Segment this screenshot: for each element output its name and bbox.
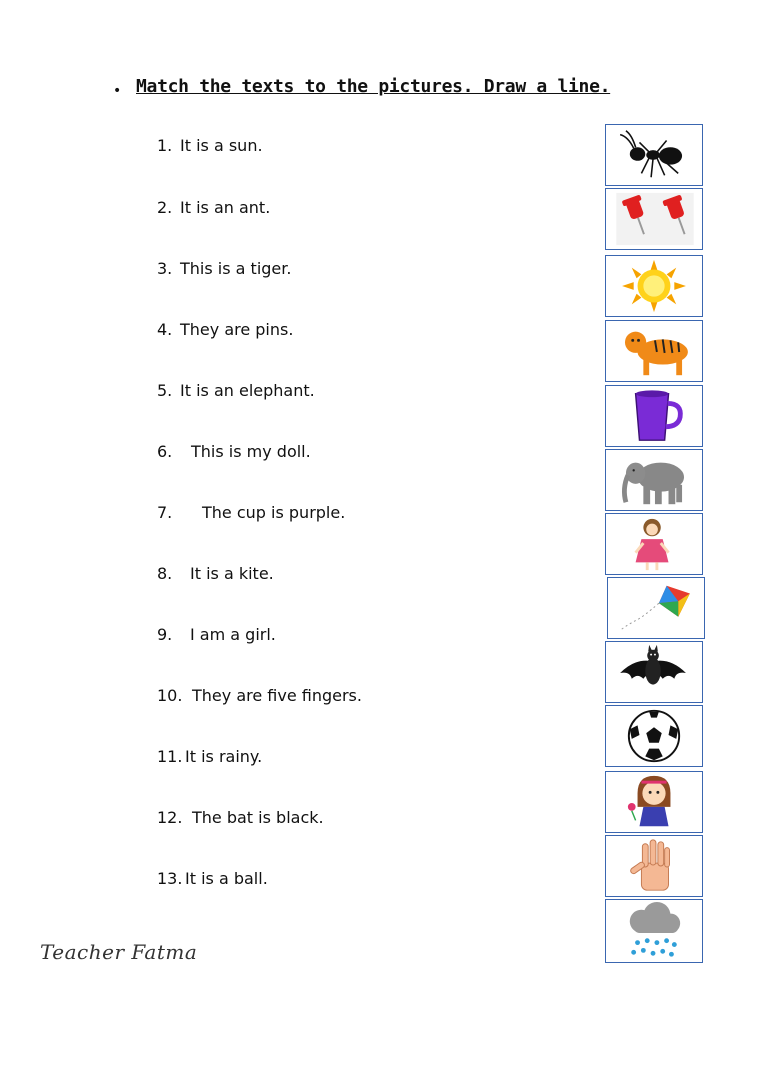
item-text: This is my doll. <box>191 442 311 461</box>
item-text: The cup is purple. <box>202 503 346 522</box>
item-text: It is a ball. <box>185 869 268 888</box>
item-number: 13. <box>157 869 183 888</box>
list-item <box>157 136 263 155</box>
bullet-point: • <box>113 83 122 99</box>
item-text: I am a girl. <box>190 625 276 644</box>
list-item <box>157 808 324 827</box>
item-number: 3. <box>157 259 173 278</box>
list-item <box>157 442 311 461</box>
item-number: 2. <box>157 198 173 217</box>
item-text: It is an ant. <box>180 198 271 217</box>
cup-picture <box>605 385 703 447</box>
doll-picture <box>605 513 703 575</box>
rain-cloud-picture <box>605 899 703 963</box>
bat-picture <box>605 641 703 703</box>
sun-picture <box>605 255 703 317</box>
item-number: 10. <box>157 686 183 705</box>
item-number: 9. <box>157 625 173 644</box>
list-item <box>157 747 262 766</box>
item-number: 6. <box>157 442 173 461</box>
item-number: 7. <box>157 503 173 522</box>
list-item <box>157 259 291 278</box>
item-number: 4. <box>157 320 173 339</box>
list-item <box>157 198 270 217</box>
item-number: 8. <box>157 564 173 583</box>
list-item <box>157 381 315 400</box>
tiger-icon <box>606 321 702 381</box>
girl-picture <box>605 771 703 833</box>
item-number: 5. <box>157 381 173 400</box>
item-text: The bat is black. <box>192 808 324 827</box>
girl-icon <box>606 772 702 832</box>
item-text: They are pins. <box>180 320 294 339</box>
item-text: It is a kite. <box>190 564 274 583</box>
item-text: This is a tiger. <box>180 259 292 278</box>
item-text: It is an elephant. <box>180 381 315 400</box>
item-number: 1. <box>157 136 173 155</box>
elephant-picture <box>605 449 703 511</box>
pins-icon <box>606 189 702 249</box>
ant-icon <box>606 125 702 185</box>
list-item <box>157 869 268 888</box>
instruction-heading: Match the texts to the pictures. Draw a line. <box>136 76 611 97</box>
item-text: They are five fingers. <box>192 686 362 705</box>
ball-picture <box>605 705 703 767</box>
hand-picture <box>605 835 703 897</box>
bat-icon <box>606 642 702 702</box>
item-text: It is rainy. <box>185 747 263 766</box>
hand-icon <box>606 836 702 896</box>
rain-cloud-icon <box>606 900 702 962</box>
item-number: 12. <box>157 808 183 827</box>
tiger-picture <box>605 320 703 382</box>
ant-picture <box>605 124 703 186</box>
sun-icon <box>606 256 702 316</box>
doll-icon <box>606 514 702 574</box>
item-text: It is a sun. <box>180 136 263 155</box>
list-item <box>157 564 274 583</box>
list-item <box>157 686 362 705</box>
list-item <box>157 320 293 339</box>
elephant-icon <box>606 450 702 510</box>
list-item <box>157 503 345 522</box>
teacher-signature: Teacher Fatma <box>40 940 198 964</box>
pins-picture <box>605 188 703 250</box>
kite-picture <box>607 577 705 639</box>
item-number: 11. <box>157 747 183 766</box>
list-item <box>157 625 276 644</box>
kite-icon <box>608 578 704 638</box>
cup-icon <box>606 386 702 446</box>
soccer-ball-icon <box>606 706 702 766</box>
